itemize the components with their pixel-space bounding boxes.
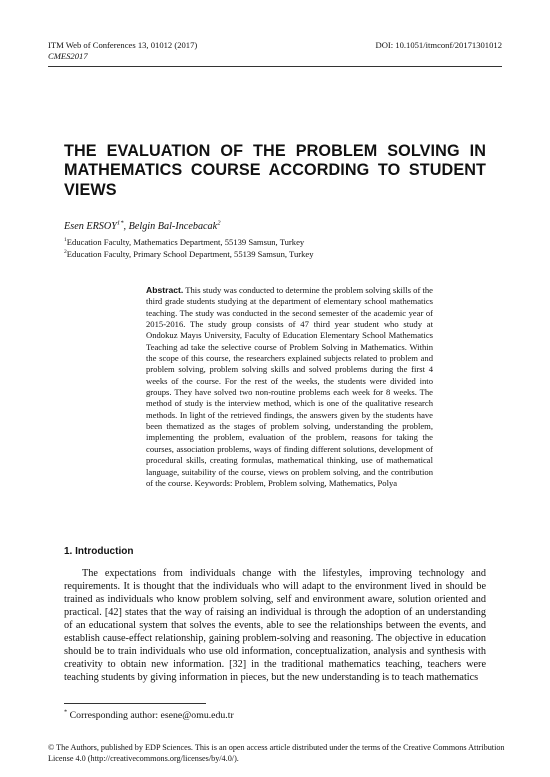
affiliation-number: 2: [64, 249, 67, 256]
affiliation-text: Education Faculty, Mathematics Department, 55139 Samsun, Turkey: [66, 237, 305, 247]
abstract-label: Abstract.: [146, 285, 184, 295]
footnote: [64, 710, 234, 721]
footnote-mark: *: [64, 708, 68, 716]
author-superscript: 1*: [116, 219, 124, 227]
affiliations: [64, 236, 314, 260]
abstract: [146, 285, 433, 489]
author-name: Belgin Bal-Incebacak: [128, 221, 218, 232]
running-header: [48, 40, 502, 62]
doi: DOI: 10.1051/itmconf/20171301012: [375, 40, 502, 50]
author-name: Esen ERSOY: [64, 221, 117, 232]
affiliation-text: Education Faculty, Primary School Department, 55139 Samsun, Turkey: [66, 249, 314, 259]
body-paragraph: The expectations from individuals change with the lifestyles, improving technology and requirements. It is thought that the individuals who will adapt to the environment lived in should be trained as individuals who know problem solving, self and environment aware, solution oriented and practical. [42] states that the way of raising an individual is through the adoption of an understanding of an educational system that solves the events, able to see the relationships between the events, and establish cause-effect relationship, gaining problem-solving and reasoning. The objective in education should be to train individuals who use old information, conceptualization, analysis and synthesis with creativity to obtain new information. [32] in the traditional mathematics teaching, teachers were teaching students by giving information in pieces, but the new understanding is to teach mathematics: [64, 568, 486, 684]
affiliation: [64, 236, 314, 248]
paper-title: THE EVALUATION OF THE PROBLEM SOLVING IN MATHEMATICS COURSE ACCORDING TO STUDENT VIEWS: [64, 142, 486, 199]
abstract-text: This study was conducted to determine the problem solving skills of the third grade students studying at the department of elementary school mathematics teaching. The study was conducted in the second semester of the academic year of 2015-2016. The study group consists of 47 third year student who study at Ondokuz Mayıs University, Faculty of Education Elementary School Mathematics Teaching ad take the selective course of Problem Solving in Mathematics. Within the scope of this course, the researchers explained subjects related to problem and problem solving, problem solving skills and solved problems during the first 4 weeks of the course. For the rest of the weeks, the students were divided into groups. They have solved two non-routine problems each week for 8 weeks. The method of study is the interview method, which is one of the qualitative research methods. In light of the retrieved findings, the answers given by the students have been thematized as the stages of problem solving, understanding the problem, implementing the problem, evaluation of the problem, reasons for taking the courses, association problems, ways of finding different solutions, development of procedural skills, creating formulas, mathematical thinking, use of mathematical language, suitability of the course, views on problem solving, and the contribution of the course. Keywords: Problem, Problem solving, Mathematics, Polya: [146, 285, 433, 488]
author-superscript: 2: [217, 219, 221, 227]
journal-citation: ITM Web of Conferences 13, 01012 (2017): [48, 40, 198, 50]
footnote-text: Corresponding author: esene@omu.edu.tr: [67, 710, 234, 721]
author-separator: ,: [123, 221, 129, 232]
conference-name: CMES2017: [48, 51, 88, 61]
affiliation: [64, 248, 314, 260]
author-list: [64, 221, 221, 232]
footnote-rule: [64, 703, 206, 704]
affiliation-number: 1: [64, 237, 67, 244]
license-footer: © The Authors, published by EDP Sciences. This is an open access article distributed under the terms of the Creative Commons Attribution License 4.0 (http://creativecommons.org/licenses/by/4.0/).: [48, 743, 505, 763]
header-rule: [48, 66, 502, 67]
section-heading: 1. Introduction: [64, 546, 134, 557]
